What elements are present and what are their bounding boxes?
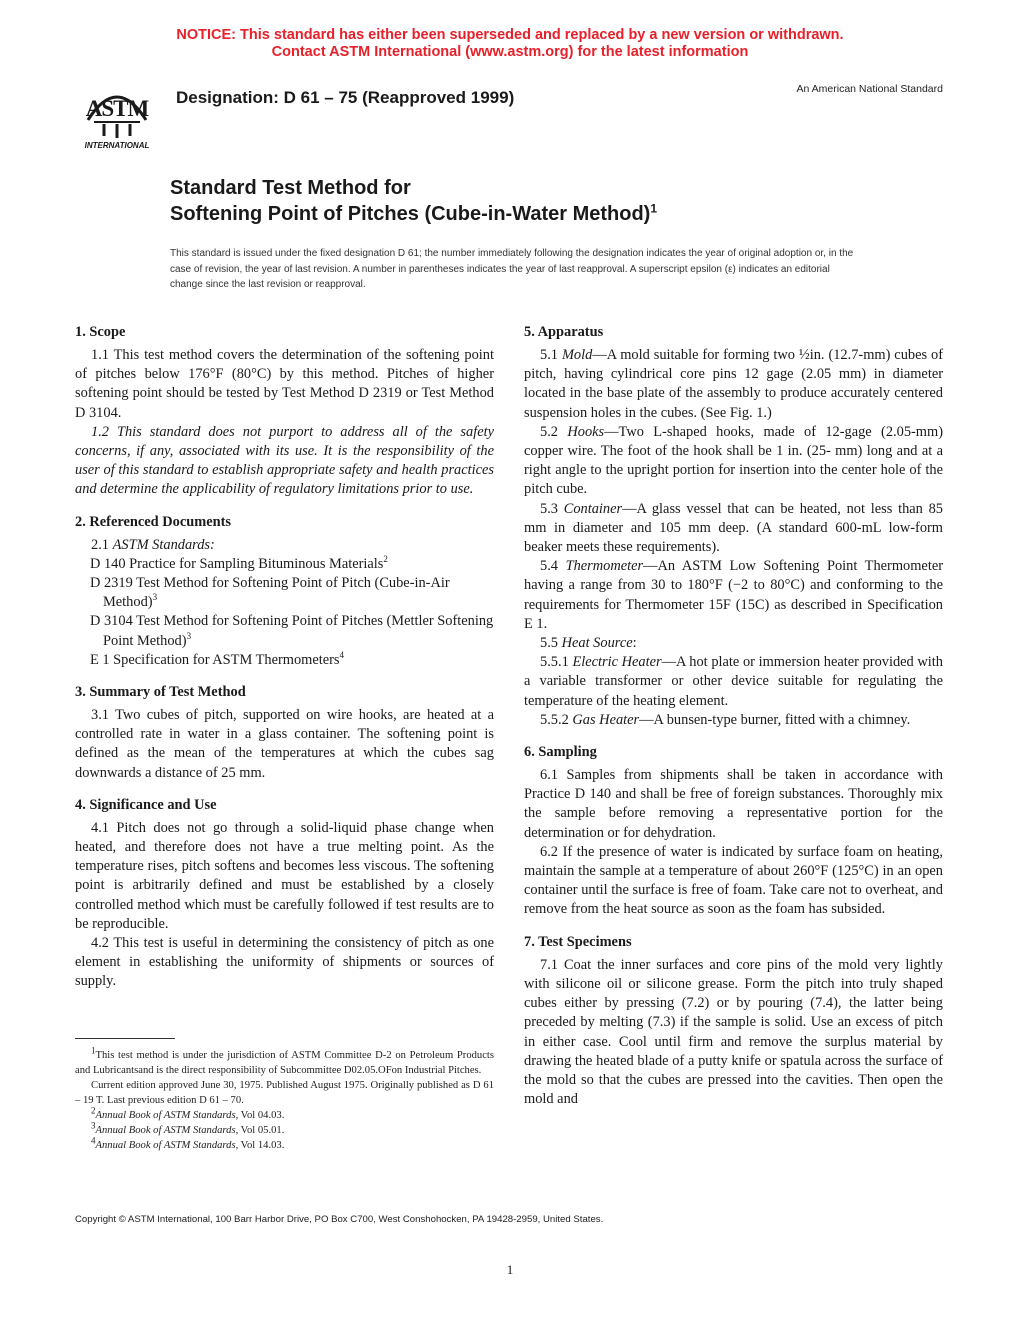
document-title xyxy=(170,175,657,227)
right-column xyxy=(524,322,943,1109)
section-heading-specimens: 7. Test Specimens xyxy=(524,933,632,950)
section-heading-sampling: 6. Sampling xyxy=(524,744,597,761)
reference-d3104: D 3104 Test Method for Softening Point of Pitches (Mettler Softening Point Method)$^3$ xyxy=(90,613,494,649)
paragraph-2-1: 2.1 ASTM Standards: xyxy=(91,536,215,553)
paragraph-5-1: 5.1 Mold—A mold suitable for forming two ½in. (12.7-mm) cubes of pitch, having cylindrical core pins 12 gage (2.05 mm) in diameter located in the base plate of the assembly to produce accurately centered suspension holes in the cubes. (See Fig. 1.) xyxy=(524,347,943,421)
paragraph-4-1: 4.1 Pitch does not go through a solid-liquid phase change when heated, and therefore does not have a true melting point. As the temperature rises, pitch softens and becomes less viscous. The softening point is arbitrarily defined and must be established by a closely controlled method which must be carefully followed if test results are to be reproducible. xyxy=(75,819,494,932)
section-heading-significance: 4. Significance and Use xyxy=(75,796,217,813)
logo-subtext: INTERNATIONAL xyxy=(84,141,150,150)
section-heading-summary: 3. Summary of Test Method xyxy=(75,684,246,701)
notice-line-2: Contact ASTM International (www.astm.org) for the latest information xyxy=(271,44,749,60)
paragraph-7-1: 7.1 Coat the inner surfaces and core pins of the mold very lightly with silicone oil or silicone grease. Form the pitch into truly shaped cubes either by pressing (7.2) or by pouring (7.4), the latter being preceded by melting (7.3) if the sample is solid. Use an excess of pitch in either case. Cool until firm and remove the surplus material by drawing the heated blade of a putty knife or spatula across the surface of the mold so that the cubes are pressed into the cavities. Then open the mold and xyxy=(524,956,943,1108)
paragraph-6-2: 6.2 If the presence of water is indicated by surface foam on heating, maintain the sample at a temperature of about 260°F (125°C) in an open container until the surface is free of foam. Take care not to overheat, and remove from the heat source as soon as the foam has subsided. xyxy=(524,843,943,918)
title-line-1: Standard Test Method for xyxy=(170,177,411,199)
paragraph-5-3: 5.3 Container—A glass vessel that can be heated, not less than 85 mm in diameter and 105 mm deep. (A standard 600-mL low-form beaker meets these requirements). xyxy=(524,500,943,556)
reference-d140: D 140 Practice for Sampling Bituminous Materials$^2$ xyxy=(90,554,388,572)
paragraph-5-2: 5.2 Hooks—Two L-shaped hooks, made of 12-gage (2.05-mm) copper wire. The foot of the hook shall be 1 in. (25- mm) long and at a right angle to the upright portion for insertion into the center hole of the pitch cube. xyxy=(524,423,943,498)
section-heading-apparatus: 5. Apparatus xyxy=(524,324,604,340)
title-footnote-mark: 1 xyxy=(650,201,658,216)
footnote-1: $^1$This test method is under the jurisdiction of ASTM Committee D-2 on Petroleum Products and Lubricantsand is the direct responsibility of Subcommittee D02.05.OFon Industrial Pitches. xyxy=(75,1045,494,1076)
paragraph-5-5: 5.5 Heat Source: xyxy=(540,635,637,652)
section-heading-referenced: 2. Referenced Documents xyxy=(75,513,231,530)
astm-logo xyxy=(74,80,160,152)
footnote-1-edition: Current edition approved June 30, 1975. Published August 1975. Originally published as D 61 – 19 T. Last previous edition D 61 – 70. xyxy=(75,1080,494,1106)
paragraph-5-4: 5.4 Thermometer—An ASTM Low Softening Point Thermometer having a range from 30 to 180°F (−2 to 80°C) and conforming to the requirements for Thermometer 15F (15C) as described in Specification E 1. xyxy=(524,558,943,632)
footnotes xyxy=(75,1045,494,1153)
logo-wordmark: ASTM xyxy=(85,96,149,121)
reference-e1: E 1 Specification for ASTM Thermometers$^4$ xyxy=(90,650,345,668)
withdrawal-notice xyxy=(0,27,1020,61)
footnote-4: $^4$Annual Book of ASTM Standards, Vol 14.03. xyxy=(91,1135,285,1151)
paragraph-5-5-1: 5.5.1 Electric Heater—A hot plate or immersion heater provided with a variable transformer or other device suitable for regulating the temperature of the heating element. xyxy=(524,654,943,709)
paragraph-1-1: 1.1 This test method covers the determination of the softening point of pitches below 176°F (80°C) by this method. Pitches of higher softening point should be tested by Test Method D 2319 or Test Method D 3104. xyxy=(75,347,494,421)
paragraph-4-2: 4.2 This test is useful in determining the consistency of pitch as one element in establishing the uniformity of shipments or sources of supply. xyxy=(75,935,494,990)
section-heading-scope: 1. Scope xyxy=(75,324,126,340)
national-standard-label: An American National Standard xyxy=(796,83,943,95)
copyright-line: Copyright © ASTM International, 100 Barr Harbor Drive, PO Box C700, West Conshohocken, PA 19428-2959, United States. xyxy=(75,1214,604,1225)
reference-d2319: D 2319 Test Method for Softening Point of Pitch (Cube-in-Air Method)$^3$ xyxy=(90,575,450,611)
title-line-2: Softening Point of Pitches (Cube-in-Water Method)$^1$ xyxy=(170,201,658,225)
notice-line-1: NOTICE: This standard has either been superseded and replaced by a new version or withdrawn. xyxy=(176,27,844,43)
paragraph-5-5-2: 5.5.2 Gas Heater—A bunsen-type burner, fitted with a chimney. xyxy=(540,711,911,728)
footnote-2: $^2$Annual Book of ASTM Standards, Vol 04.03. xyxy=(91,1105,285,1121)
footnote-divider xyxy=(75,1038,175,1039)
paragraph-3-1: 3.1 Two cubes of pitch, supported on wire hooks, are heated at a controlled rate in water in a glass container. The softening point is defined as the mean of the temperatures at which the cubes sag downwards a distance of 25 mm. xyxy=(75,707,494,781)
designation: Designation: D 61 – 75 (Reapproved 1999) xyxy=(176,88,515,107)
paragraph-1-2: 1.2 This standard does not purport to address all of the safety concerns, if any, associated with its use. It is the responsibility of the user of this standard to establish appropriate safety and health practices and determine the applicability of regulatory limitations prior to use. xyxy=(75,423,494,498)
page-number: 1 xyxy=(506,1262,514,1277)
issuance-note: This standard is issued under the fixed designation D 61; the number immediately following the designation indicates the year of original adoption or, in the case of revision, the year of last revision. A number in parentheses indicates the year of last reapproval. A superscript epsilon (ε) indicates an editorial change since the last revision or reapproval. xyxy=(170,248,854,291)
footnote-3: $^3$Annual Book of ASTM Standards, Vol 05.01. xyxy=(91,1120,285,1136)
paragraph-6-1: 6.1 Samples from shipments shall be taken in accordance with Practice D 140 and shall be free of foreign substances. Thoroughly mix the sample before removing a representative portion for the determination or for dehydration. xyxy=(524,767,943,841)
left-column xyxy=(75,322,494,992)
